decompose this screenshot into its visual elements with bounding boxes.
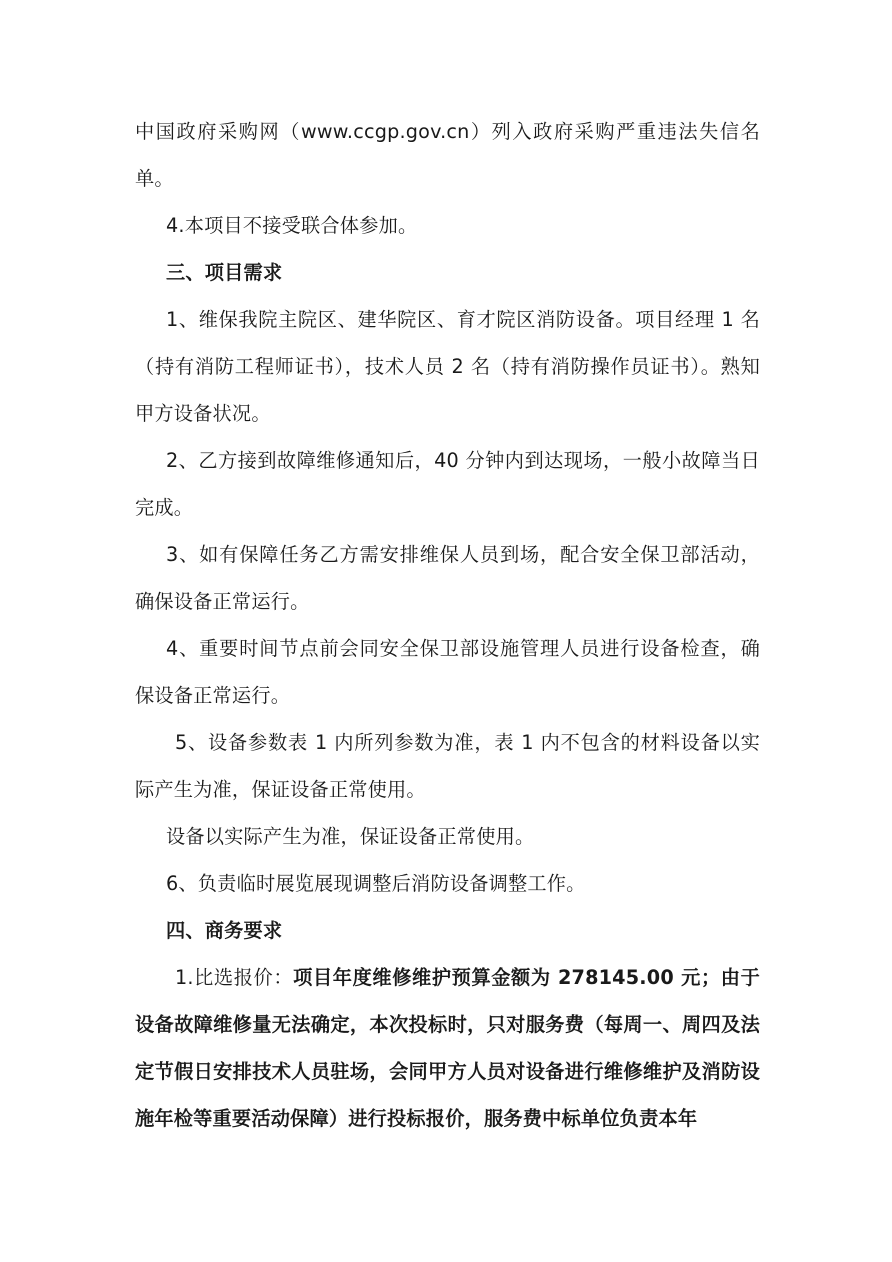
quotation-label: 1.比选报价： bbox=[175, 966, 294, 989]
paragraph-requirement-1: 1、维保我院主院区、建华院区、育才院区消防设备。项目经理 1 名（持有消防工程师证书），技术人员 2 名（持有消防操作员证书）。熟知甲方设备状况。 bbox=[135, 308, 760, 425]
paragraph-requirement-6: 6、负责临时展览展现调整后消防设备调整工作。 bbox=[166, 872, 586, 895]
paragraph-requirement-3: 3、如有保障任务乙方需安排维保人员到场，配合安全保卫部活动，确保设备正常运行。 bbox=[135, 543, 760, 613]
section-heading-requirements: 三、项目需求 bbox=[166, 261, 283, 284]
paragraph-requirement-2: 2、乙方接到故障维修通知后，40 分钟内到达现场，一般小故障当日完成。 bbox=[135, 449, 760, 519]
paragraph-no-consortium: 4.本项目不接受联合体参加。 bbox=[166, 214, 418, 237]
section-heading-business: 四、商务要求 bbox=[166, 919, 283, 942]
paragraph-requirement-5-note: 设备以实际产生为准，保证设备正常使用。 bbox=[166, 825, 535, 848]
paragraph-quotation bbox=[135, 954, 760, 1142]
paragraph-blacklist: 中国政府采购网（www.ccgp.gov.cn）列入政府采购严重违法失信名单。 bbox=[135, 120, 760, 190]
paragraph-requirement-5: 5、设备参数表 1 内所列参数为准，表 1 内不包含的材料设备以实际产生为准，保证设备正常使用。 bbox=[135, 731, 760, 801]
document-body bbox=[135, 108, 760, 1142]
paragraph-requirement-4: 4、重要时间节点前会同安全保卫部设施管理人员进行设备检查，确保设备正常运行。 bbox=[135, 637, 760, 707]
quotation-text: 项目年度维修维护预算金额为 278145.00 元；由于设备故障维修量无法确定，本次投标时，只对服务费（每周一、周四及法定节假日安排技术人员驻场，会同甲方人员对设备进行维修维护及消防设施年检等重要活动保障）进行投标报价，服务费中标单位负责本年 bbox=[135, 966, 760, 1130]
